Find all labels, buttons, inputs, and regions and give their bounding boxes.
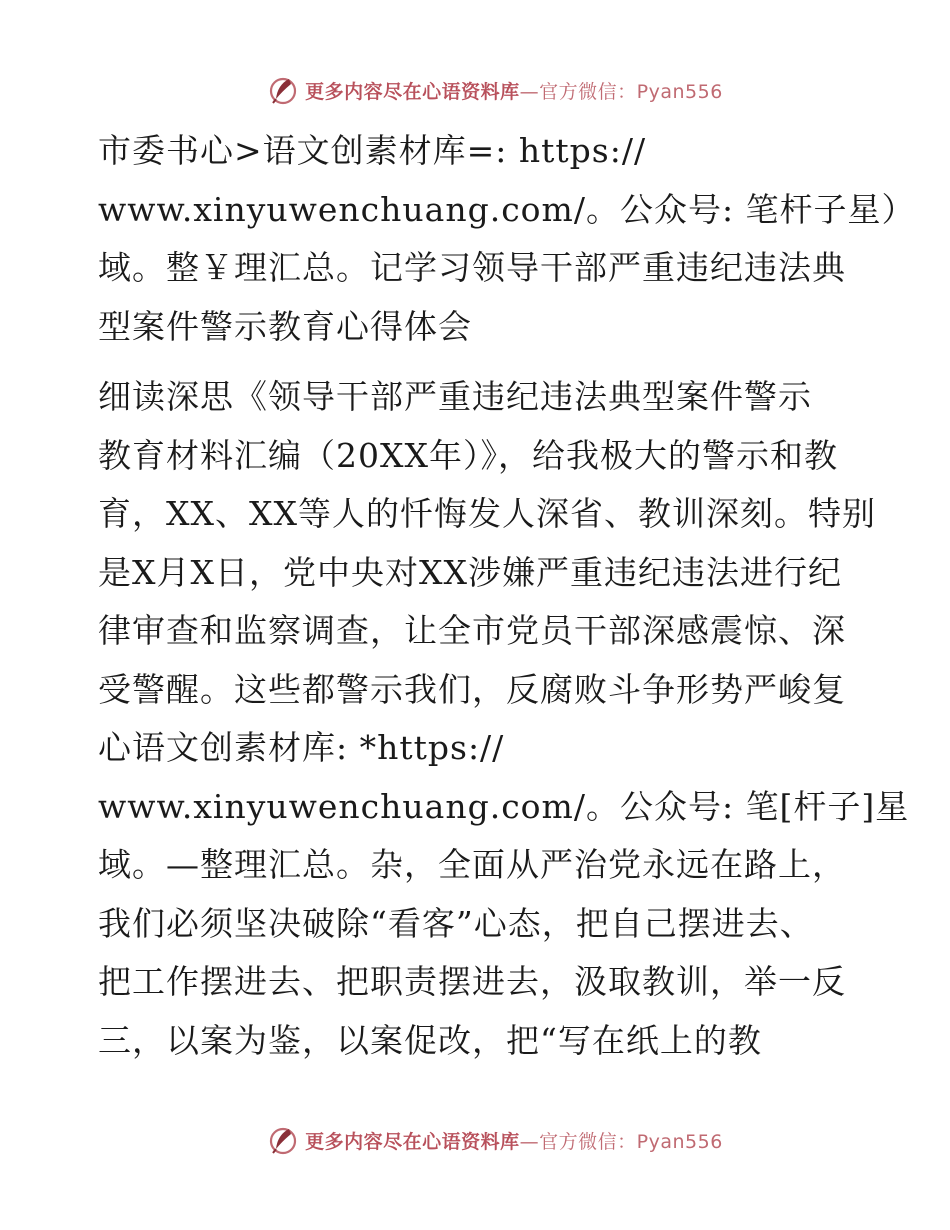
text-line: 教育材料汇编（20XX年）》，给我极大的警示和教	[98, 435, 838, 475]
header-watermark-suffix: —官方微信：Pyan556	[519, 80, 723, 103]
footer-watermark-text	[305, 1127, 723, 1154]
paragraph-spacer	[98, 356, 868, 368]
document-body	[98, 122, 916, 1070]
text-line: 心语文创素材库: *https://	[98, 728, 505, 767]
quill-circle-icon	[267, 74, 299, 106]
text-line: 律审查和监察调查，让全市党员干部深感震惊、深	[98, 611, 846, 650]
paragraph-2	[98, 368, 910, 1070]
footer-watermark-inner	[267, 1124, 723, 1156]
paragraph-1	[98, 122, 916, 356]
text-line: 我们必须坚决破除“看客”心态，把自己摆进去、	[98, 903, 814, 943]
header-watermark-text	[305, 77, 723, 104]
text-line: 育，XX、XX等人的忏悔发人深省、教训深刻。特别	[98, 494, 876, 533]
text-line: 型案件警示教育心得体会	[98, 306, 472, 346]
text-line: 三，以案为鉴，以案促改，把“写在纸上的教	[98, 1020, 762, 1060]
text-line: www.xinyuwenchuang.com/。公众号: 笔杆子星）	[98, 189, 916, 229]
text-line: www.xinyuwenchuang.com/。公众号: 笔[杆子]星	[98, 786, 910, 826]
text-line: 把工作摆进去、把职责摆进去，汲取教训，举一反	[98, 962, 846, 1001]
text-line: 细读深思《领导干部严重违纪违法典型案件警示	[98, 377, 812, 416]
text-line: 受警醒。这些都警示我们，反腐败斗争形势严峻复	[98, 669, 846, 709]
header-watermark	[0, 70, 950, 110]
header-watermark-inner	[267, 74, 723, 106]
footer-watermark-prefix: 更多内容尽在心语资料库	[305, 1130, 520, 1153]
text-line: 是X月X日，党中央对XX涉嫌严重违纪违法进行纪	[98, 552, 842, 592]
text-line: 域。整￥理汇总。记学习领导干部严重违纪违法典	[98, 248, 846, 287]
footer-watermark	[0, 1120, 950, 1160]
text-line: 域。—整理汇总。杂，全面从严治党永远在路上，	[98, 845, 846, 884]
header-watermark-prefix: 更多内容尽在心语资料库	[305, 80, 520, 103]
footer-watermark-suffix: —官方微信：Pyan556	[519, 1130, 723, 1153]
text-line: 市委书心>语文创素材库=: https://	[98, 131, 647, 170]
quill-circle-icon	[267, 1124, 299, 1156]
